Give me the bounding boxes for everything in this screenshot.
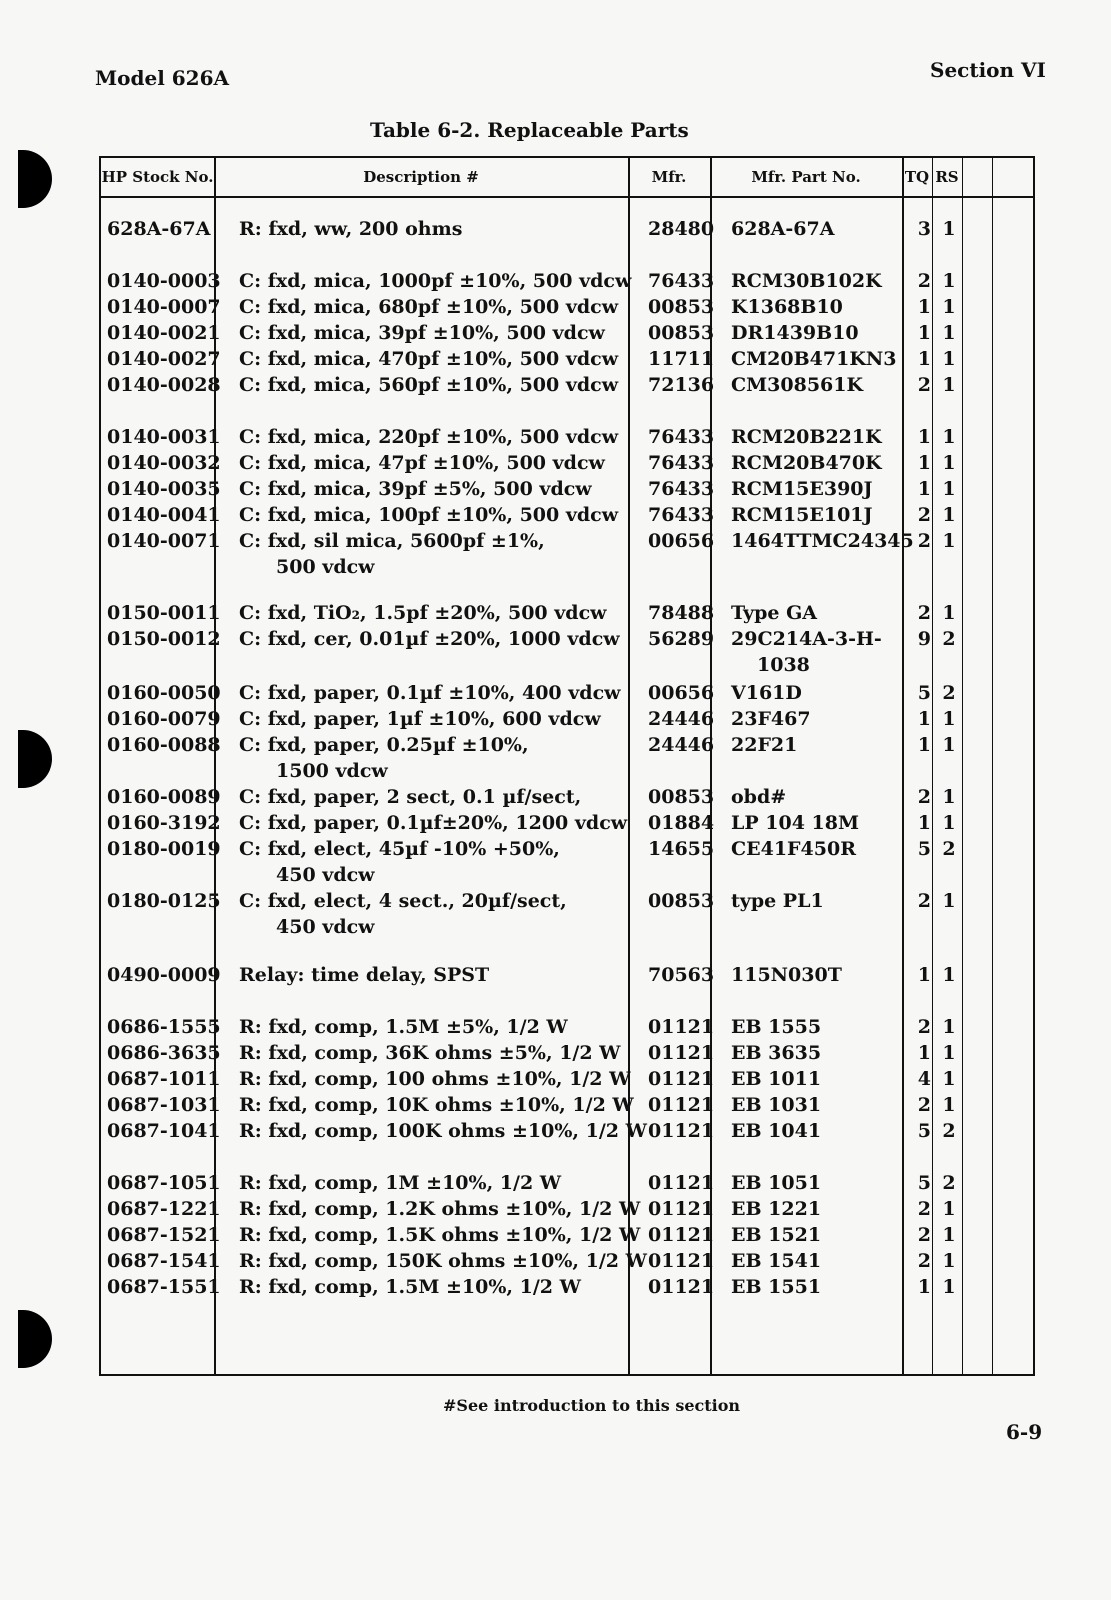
col-header-description: Description # bbox=[363, 168, 479, 186]
stock-number: 0140-0035 bbox=[107, 478, 221, 500]
description: R: fxd, comp, 150K ohms ±10%, 1/2 W bbox=[239, 1250, 647, 1272]
recommended-spares: 1 bbox=[942, 602, 956, 624]
mfr-part-number: LP 104 18M bbox=[731, 812, 860, 834]
description: C: fxd, mica, 680pf ±10%, 500 vdcw bbox=[239, 296, 619, 318]
manufacturer-code: 01121 bbox=[648, 1250, 715, 1272]
binder-hole bbox=[18, 1310, 52, 1368]
manufacturer-code: 00656 bbox=[648, 530, 715, 552]
table-row bbox=[101, 348, 1033, 374]
manufacturer-code: 01121 bbox=[648, 1120, 715, 1142]
table-row bbox=[101, 374, 1033, 400]
table-row bbox=[101, 964, 1033, 990]
table-row bbox=[101, 602, 1033, 628]
mfr-part-number: 22F21 bbox=[731, 734, 798, 756]
total-quantity: 2 bbox=[917, 786, 931, 808]
description: Relay: time delay, SPST bbox=[239, 964, 490, 986]
description: C: fxd, paper, 2 sect, 0.1 µf/sect, bbox=[239, 786, 582, 808]
table-row bbox=[101, 890, 1033, 938]
description: C: fxd, elect, 4 sect., 20µf/sect, bbox=[239, 890, 567, 912]
total-quantity: 1 bbox=[917, 426, 931, 448]
mfr-part-number: RCM20B470K bbox=[731, 452, 882, 474]
stock-number: 0140-0071 bbox=[107, 530, 221, 552]
stock-number: 0180-0019 bbox=[107, 838, 221, 860]
description-continued: 1500 vdcw bbox=[276, 760, 388, 782]
description: R: fxd, comp, 1.5M ±5%, 1/2 W bbox=[239, 1016, 568, 1038]
table-row bbox=[101, 478, 1033, 504]
recommended-spares: 1 bbox=[942, 1094, 956, 1116]
total-quantity: 2 bbox=[917, 270, 931, 292]
table-row bbox=[101, 1016, 1033, 1042]
manufacturer-code: 76433 bbox=[648, 478, 715, 500]
mfr-part-number: EB 1555 bbox=[731, 1016, 822, 1038]
mfr-part-number: type PL1 bbox=[731, 890, 824, 912]
table-row bbox=[101, 708, 1033, 734]
mfr-part-number: EB 1041 bbox=[731, 1120, 822, 1142]
stock-number: 0687-1041 bbox=[107, 1120, 221, 1142]
manufacturer-code: 01121 bbox=[648, 1198, 715, 1220]
manufacturer-code: 70563 bbox=[648, 964, 715, 986]
manufacturer-code: 14655 bbox=[648, 838, 715, 860]
manufacturer-code: 78488 bbox=[648, 602, 715, 624]
description-continued: 450 vdcw bbox=[276, 916, 375, 938]
table-row bbox=[101, 218, 1033, 244]
mfr-part-number: obd# bbox=[731, 786, 787, 808]
total-quantity: 2 bbox=[917, 602, 931, 624]
recommended-spares: 1 bbox=[942, 348, 956, 370]
stock-number: 0160-3192 bbox=[107, 812, 221, 834]
description: C: fxd, mica, 220pf ±10%, 500 vdcw bbox=[239, 426, 619, 448]
total-quantity: 2 bbox=[917, 1016, 931, 1038]
description: C: fxd, mica, 39pf ±10%, 500 vdcw bbox=[239, 322, 605, 344]
total-quantity: 2 bbox=[917, 1198, 931, 1220]
mfr-part-number: RCM15E101J bbox=[731, 504, 873, 526]
recommended-spares: 1 bbox=[942, 1250, 956, 1272]
description: R: fxd, ww, 200 ohms bbox=[239, 218, 463, 240]
recommended-spares: 1 bbox=[942, 478, 956, 500]
manufacturer-code: 01121 bbox=[648, 1276, 715, 1298]
manufacturer-code: 01121 bbox=[648, 1224, 715, 1246]
mfr-part-number: CM308561K bbox=[731, 374, 863, 396]
recommended-spares: 1 bbox=[942, 734, 956, 756]
mfr-part-number: EB 1031 bbox=[731, 1094, 822, 1116]
manufacturer-code: 01121 bbox=[648, 1094, 715, 1116]
table-row bbox=[101, 1120, 1033, 1146]
description: R: fxd, comp, 1.5M ±10%, 1/2 W bbox=[239, 1276, 581, 1298]
manufacturer-code: 76433 bbox=[648, 452, 715, 474]
total-quantity: 5 bbox=[917, 1172, 931, 1194]
table-row bbox=[101, 1042, 1033, 1068]
section-label: Section VI bbox=[930, 58, 1046, 82]
recommended-spares: 1 bbox=[942, 218, 956, 240]
manufacturer-code: 01121 bbox=[648, 1042, 715, 1064]
col-header-part: Mfr. Part No. bbox=[751, 168, 861, 186]
mfr-part-number: EB 1541 bbox=[731, 1250, 822, 1272]
manufacturer-code: 01121 bbox=[648, 1068, 715, 1090]
description: R: fxd, comp, 36K ohms ±5%, 1/2 W bbox=[239, 1042, 621, 1064]
stock-number: 0686-3635 bbox=[107, 1042, 221, 1064]
table-row bbox=[101, 1094, 1033, 1120]
table-row bbox=[101, 1172, 1033, 1198]
stock-number: 0140-0003 bbox=[107, 270, 221, 292]
stock-number: 0180-0125 bbox=[107, 890, 221, 912]
description: C: fxd, mica, 560pf ±10%, 500 vdcw bbox=[239, 374, 619, 396]
col-header-mfr: Mfr. bbox=[651, 168, 687, 186]
stock-number: 628A-67A bbox=[107, 218, 211, 240]
table-row bbox=[101, 628, 1033, 676]
total-quantity: 1 bbox=[917, 348, 931, 370]
page-number: 6-9 bbox=[1006, 1420, 1043, 1444]
description: C: fxd, mica, 100pf ±10%, 500 vdcw bbox=[239, 504, 619, 526]
mfr-part-number: 29C214A-3-H- bbox=[731, 628, 882, 650]
recommended-spares: 1 bbox=[942, 1198, 956, 1220]
total-quantity: 5 bbox=[917, 682, 931, 704]
recommended-spares: 2 bbox=[942, 838, 956, 860]
total-quantity: 2 bbox=[917, 504, 931, 526]
manufacturer-code: 01121 bbox=[648, 1172, 715, 1194]
total-quantity: 9 bbox=[917, 628, 931, 650]
manufacturer-code: 76433 bbox=[648, 270, 715, 292]
stock-number: 0490-0009 bbox=[107, 964, 221, 986]
total-quantity: 1 bbox=[917, 322, 931, 344]
recommended-spares: 1 bbox=[942, 1224, 956, 1246]
table-row bbox=[101, 452, 1033, 478]
description-continued: 450 vdcw bbox=[276, 864, 375, 886]
table-row bbox=[101, 426, 1033, 452]
table-row bbox=[101, 270, 1033, 296]
mfr-part-number: EB 1551 bbox=[731, 1276, 822, 1298]
description: C: fxd, elect, 45µf -10% +50%, bbox=[239, 838, 560, 860]
recommended-spares: 1 bbox=[942, 270, 956, 292]
table-row bbox=[101, 296, 1033, 322]
binder-hole bbox=[18, 730, 52, 788]
recommended-spares: 1 bbox=[942, 322, 956, 344]
stock-number: 0140-0021 bbox=[107, 322, 221, 344]
table-row bbox=[101, 786, 1033, 812]
table-row bbox=[101, 838, 1033, 886]
mfr-part-number: CE41F450R bbox=[731, 838, 856, 860]
stock-number: 0160-0088 bbox=[107, 734, 221, 756]
table-row bbox=[101, 1068, 1033, 1094]
table-row bbox=[101, 734, 1033, 782]
recommended-spares: 2 bbox=[942, 682, 956, 704]
mfr-part-number: 115N030T bbox=[731, 964, 842, 986]
stock-number: 0150-0011 bbox=[107, 602, 221, 624]
description: C: fxd, paper, 0.1µf±20%, 1200 vdcw bbox=[239, 812, 628, 834]
recommended-spares: 1 bbox=[942, 1276, 956, 1298]
total-quantity: 1 bbox=[917, 1042, 931, 1064]
mfr-part-number: EB 1221 bbox=[731, 1198, 822, 1220]
manufacturer-code: 00853 bbox=[648, 322, 715, 344]
mfr-part-number: DR1439B10 bbox=[731, 322, 859, 344]
description: R: fxd, comp, 100K ohms ±10%, 1/2 W bbox=[239, 1120, 647, 1142]
description: R: fxd, comp, 100 ohms ±10%, 1/2 W bbox=[239, 1068, 631, 1090]
total-quantity: 1 bbox=[917, 1276, 931, 1298]
recommended-spares: 2 bbox=[942, 1172, 956, 1194]
total-quantity: 1 bbox=[917, 734, 931, 756]
manufacturer-code: 00853 bbox=[648, 890, 715, 912]
manufacturer-code: 00656 bbox=[648, 682, 715, 704]
mfr-part-number: RCM20B221K bbox=[731, 426, 882, 448]
table-row bbox=[101, 322, 1033, 348]
total-quantity: 1 bbox=[917, 296, 931, 318]
description: R: fxd, comp, 1.2K ohms ±10%, 1/2 W bbox=[239, 1198, 641, 1220]
recommended-spares: 1 bbox=[942, 964, 956, 986]
stock-number: 0687-1551 bbox=[107, 1276, 221, 1298]
model-label: Model 626A bbox=[95, 66, 230, 90]
total-quantity: 5 bbox=[917, 1120, 931, 1142]
table-row bbox=[101, 1198, 1033, 1224]
manufacturer-code: 01884 bbox=[648, 812, 715, 834]
recommended-spares: 1 bbox=[942, 1016, 956, 1038]
mfr-part-number: 628A-67A bbox=[731, 218, 835, 240]
mfr-part-number: CM20B471KN3 bbox=[731, 348, 897, 370]
description: C: fxd, mica, 39pf ±5%, 500 vdcw bbox=[239, 478, 592, 500]
description: C: fxd, mica, 470pf ±10%, 500 vdcw bbox=[239, 348, 619, 370]
description: C: fxd, mica, 47pf ±10%, 500 vdcw bbox=[239, 452, 605, 474]
total-quantity: 2 bbox=[917, 530, 931, 552]
total-quantity: 5 bbox=[917, 838, 931, 860]
recommended-spares: 1 bbox=[942, 374, 956, 396]
description: R: fxd, comp, 1M ±10%, 1/2 W bbox=[239, 1172, 562, 1194]
total-quantity: 2 bbox=[917, 1224, 931, 1246]
stock-number: 0687-1521 bbox=[107, 1224, 221, 1246]
stock-number: 0160-0079 bbox=[107, 708, 221, 730]
stock-number: 0160-0089 bbox=[107, 786, 221, 808]
total-quantity: 2 bbox=[917, 1094, 931, 1116]
manufacturer-code: 24446 bbox=[648, 734, 715, 756]
recommended-spares: 1 bbox=[942, 1068, 956, 1090]
table-row bbox=[101, 504, 1033, 530]
stock-number: 0160-0050 bbox=[107, 682, 221, 704]
table-row bbox=[101, 682, 1033, 708]
stock-number: 0150-0012 bbox=[107, 628, 221, 650]
recommended-spares: 2 bbox=[942, 628, 956, 650]
mfr-part-number: V161D bbox=[731, 682, 802, 704]
total-quantity: 3 bbox=[917, 218, 931, 240]
manufacturer-code: 24446 bbox=[648, 708, 715, 730]
total-quantity: 1 bbox=[917, 708, 931, 730]
total-quantity: 2 bbox=[917, 890, 931, 912]
description: C: fxd, TiO₂, 1.5pf ±20%, 500 vdcw bbox=[239, 602, 607, 624]
table-row bbox=[101, 1224, 1033, 1250]
table-row bbox=[101, 1250, 1033, 1276]
mfr-part-number: RCM30B102K bbox=[731, 270, 882, 292]
recommended-spares: 1 bbox=[942, 426, 956, 448]
manufacturer-code: 28480 bbox=[648, 218, 715, 240]
description: C: fxd, paper, 0.25µf ±10%, bbox=[239, 734, 529, 756]
manufacturer-code: 76433 bbox=[648, 426, 715, 448]
stock-number: 0140-0027 bbox=[107, 348, 221, 370]
table-row bbox=[101, 530, 1033, 578]
manufacturer-code: 76433 bbox=[648, 504, 715, 526]
description: C: fxd, mica, 1000pf ±10%, 500 vdcw bbox=[239, 270, 632, 292]
stock-number: 0687-1031 bbox=[107, 1094, 221, 1116]
recommended-spares: 1 bbox=[942, 452, 956, 474]
table-row bbox=[101, 812, 1033, 838]
recommended-spares: 1 bbox=[942, 786, 956, 808]
manufacturer-code: 72136 bbox=[648, 374, 715, 396]
recommended-spares: 1 bbox=[942, 296, 956, 318]
stock-number: 0687-1541 bbox=[107, 1250, 221, 1272]
stock-number: 0140-0028 bbox=[107, 374, 221, 396]
total-quantity: 2 bbox=[917, 1250, 931, 1272]
recommended-spares: 1 bbox=[942, 890, 956, 912]
description: R: fxd, comp, 10K ohms ±10%, 1/2 W bbox=[239, 1094, 634, 1116]
stock-number: 0140-0007 bbox=[107, 296, 221, 318]
mfr-part-number-continued: 1038 bbox=[757, 654, 810, 676]
total-quantity: 4 bbox=[917, 1068, 931, 1090]
total-quantity: 2 bbox=[917, 374, 931, 396]
description: C: fxd, sil mica, 5600pf ±1%, bbox=[239, 530, 545, 552]
mfr-part-number: EB 1521 bbox=[731, 1224, 822, 1246]
manufacturer-code: 00853 bbox=[648, 786, 715, 808]
header-rule bbox=[101, 196, 1033, 198]
col-header-tq: TQ bbox=[904, 168, 930, 186]
total-quantity: 1 bbox=[917, 812, 931, 834]
total-quantity: 1 bbox=[917, 478, 931, 500]
mfr-part-number: EB 1051 bbox=[731, 1172, 822, 1194]
description: C: fxd, paper, 0.1µf ±10%, 400 vdcw bbox=[239, 682, 621, 704]
description: C: fxd, cer, 0.01µf ±20%, 1000 vdcw bbox=[239, 628, 620, 650]
col-header-stock: HP Stock No. bbox=[101, 168, 214, 186]
total-quantity: 1 bbox=[917, 452, 931, 474]
recommended-spares: 1 bbox=[942, 530, 956, 552]
recommended-spares: 1 bbox=[942, 504, 956, 526]
mfr-part-number: EB 1011 bbox=[731, 1068, 822, 1090]
recommended-spares: 1 bbox=[942, 1042, 956, 1064]
stock-number: 0687-1221 bbox=[107, 1198, 221, 1220]
stock-number: 0140-0032 bbox=[107, 452, 221, 474]
manufacturer-code: 11711 bbox=[648, 348, 715, 370]
table-title: Table 6-2. Replaceable Parts bbox=[370, 118, 689, 142]
mfr-part-number: Type GA bbox=[731, 602, 818, 624]
recommended-spares: 2 bbox=[942, 1120, 956, 1142]
description-continued: 500 vdcw bbox=[276, 556, 375, 578]
mfr-part-number: 1464TTMC24345 bbox=[731, 530, 914, 552]
parts-table bbox=[99, 156, 1035, 1376]
manufacturer-code: 56289 bbox=[648, 628, 715, 650]
mfr-part-number: 23F467 bbox=[731, 708, 811, 730]
footnote: #See introduction to this section bbox=[443, 1396, 741, 1415]
recommended-spares: 1 bbox=[942, 812, 956, 834]
manufacturer-code: 01121 bbox=[648, 1016, 715, 1038]
stock-number: 0140-0041 bbox=[107, 504, 221, 526]
stock-number: 0686-1555 bbox=[107, 1016, 221, 1038]
total-quantity: 1 bbox=[917, 964, 931, 986]
description: C: fxd, paper, 1µf ±10%, 600 vdcw bbox=[239, 708, 601, 730]
mfr-part-number: RCM15E390J bbox=[731, 478, 873, 500]
stock-number: 0687-1051 bbox=[107, 1172, 221, 1194]
manufacturer-code: 00853 bbox=[648, 296, 715, 318]
recommended-spares: 1 bbox=[942, 708, 956, 730]
table-row bbox=[101, 1276, 1033, 1302]
stock-number: 0140-0031 bbox=[107, 426, 221, 448]
mfr-part-number: EB 3635 bbox=[731, 1042, 822, 1064]
stock-number: 0687-1011 bbox=[107, 1068, 221, 1090]
binder-hole bbox=[18, 150, 52, 208]
description: R: fxd, comp, 1.5K ohms ±10%, 1/2 W bbox=[239, 1224, 641, 1246]
mfr-part-number: K1368B10 bbox=[731, 296, 843, 318]
col-header-rs: RS bbox=[935, 168, 959, 186]
